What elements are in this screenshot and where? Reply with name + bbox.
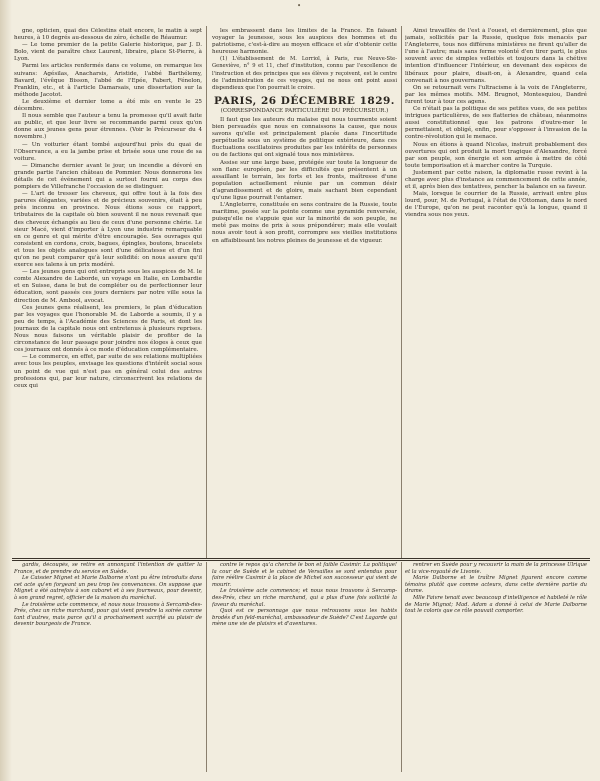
feuilleton-rule (12, 558, 590, 559)
paragraph: Quoi est ce personnage que nous retrouvons sous les habits brodés d'un feld-maréchal, ambassadeur de Suède? C'est Lagarde qui mène une vie de plaisirs et d'aventures. (212, 608, 397, 628)
column-divider (401, 26, 402, 558)
paragraph: Marie Dalborne et le traître Mignet figurent encore comme témoins plutôt que comme acteurs, dans cette dernière partie du drame. (405, 575, 587, 595)
feuilleton-column-3 (405, 562, 587, 772)
paragraph: Il faut que les auteurs du malaise qui nous tourmente soient bien persuadés que nous en connaissons la cause, que nous savons qu'elle est principalement placée dans l'incertitude perpétuelle sous un système de politique extérieure, dans ces fluctuations oscillatoires produites par les intérêts de personnes ou de factions qui ont signalé tous nos ministères. (212, 116, 397, 159)
paragraph: Mais, lorsque le courrier de la Russie, arrivait entre plus lourd, pour, M. de Portugal, à l'état de l'Ottoman, dans le nord de l'Europe, qu'on ne peut raconter qu'à la longue, quand il viendra sous nos yeux. (405, 191, 587, 219)
paragraph: Le Caissier Mignet et Marie Dalborne n'ont pu être introduits dans cet acte qu'en forgeant un peu trop les convenances. On suppose que Mignet a été autrefois à son cabaret et à ses fourneaux, pour devenir, à son grand regret, officier de la maison du maréchal. (14, 575, 202, 601)
paragraph: Mlle Faivre tenait avec beaucoup d'intelligence et habileté le rôle de Marie Mignot; Mad. Adam a donné à celui de Marie Dalborne tout le coloris que ce rôle pouvait comporter. (405, 594, 587, 615)
paragraph: — Dimanche dernier avant le jour, un incendie a dévoré en grande partie l'ancien château de Pommier. Nous donnerons les détails de cet événement qui a surtout fourni au corps des pompiers de Villefranche l'occasion de se distinguer. (14, 162, 202, 191)
column-divider (206, 562, 207, 772)
paragraph: — L'art de tresser les cheveux, qui offre tout à la fois des parures élégantes, variées et de précieux souvenirs, était à peu près inconnu en province. Nous étions sous ce rapport, tributaires de la capitale où bien souvent il ne nous revenait que des cheveux échangés au lieu de ceux d'une personne chérie. Le sieur Macé, vient d'importer à Lyon une industrie remarquable en ce genre et qui mérite d'être encouragée. Ses ouvrages qui consistent en cordons, croix, bagues, épingles, boutons, bracelets et tous les objets analogues sont d'une délicatesse et d'un fini qu'on ne peut comparer qu'à leur solidité: on nous assure qu'il exerce ses talens à un prix modéré. (14, 191, 202, 269)
paragraph: Il nous semble que l'auteur a tenu la promesse qu'il avait faite au public, et que leur livre se recommande parmi ceux qu'on donne aux jeunes gens pour étrennes. (Voir le Précurseur du 4 novembre.) (14, 113, 202, 141)
feuilleton-column-1 (14, 562, 202, 772)
page-fold-shadow (0, 0, 12, 781)
paragraph: L'Angleterre, constituée en sens contraire de la Russie, toute maritime, posée sur la pointe comme une pyramide renversée, puisqu'elle ne s'appuie que sur la minorité de son peuple, ne meté pas moins de prix à sous prépondérer; mais elle voulait nous avoir tout à son profit, corrompre ses vieilles institutions en affaiblissant les notres pleines de jeunesse et de vigueur. (212, 202, 397, 244)
column-3 (405, 28, 587, 558)
paragraph: — Un voiturier étant tombé aujourd'hui près du quai de l'Observance, a eu la jambe prise et brisée sous une roue de sa voiture. (14, 141, 202, 162)
column-2 (212, 28, 397, 558)
footnote: (1) L'établissement de M. Lorriol, à Paris, rue Neuve-Ste-Geneviève, n° 9 et 11, chef d'institution, connu par l'excellence de l'instruction et des principes que ses élèves y reçoivent, est le centre de l'administration de ces voyages, qui ne nous ont point aussi dispendieux que l'on pourrait le croire. (212, 56, 397, 91)
paragraph: gne, opticien, quai des Célestins était encore, le matin à sept heures, à 10 degrés au-dessous de zéro, échelle de Réaumur. (14, 28, 202, 42)
feuilleton-rule (12, 560, 590, 561)
paragraph: — Le tome premier de la petite Galerie historique, par J. D. Bolo, vient de paraître chez Laurent, libraire, place St-Pierre, à Lyon. (14, 42, 202, 63)
paragraph: Ce n'était pas la politique de ses petites vues, de ses petites intrigues particulières, de ses flatteries de château, néanmoins aussi constitutionnel que les patrons d'outre-mer le permettaient, et obligé, enfin, pour s'opposer à l'invasion de la contre-révolution qui le menace. (405, 106, 587, 141)
column-1 (14, 28, 202, 558)
paragraph: Le troisième acte commence; et nous nous trouvons à Sercamp-des-Prés, chez un riche marchand, qui a plus d'une fois sollicité la faveur du maréchal. (212, 588, 397, 608)
column-divider (401, 562, 402, 772)
column-divider (206, 26, 207, 558)
paragraph: Ainsi travaillés de l'est à l'ouest, et dernièrement, plus que jamais, sollicités par la Russie, quelque fois menacés par l'Angleterre, tous nos différens ministères ne firent qu'aller de l'une à l'autre; mais sans ferme volonté d'en tirer parti, le plus souvent avec de simples velleités et toujours dans la chétive intention d'influencer l'intérieur, en devenant des espèces de libéraux pour plaire, disait-on, à Alexandre, quand cela convenait à nos gouvernans. (405, 28, 587, 84)
paragraph: On se retournait vers l'ultracisme à la voix de l'Angleterre, par les mêmes motifs. MM. Brugnot, Montesquiou, Dandré furent tour à tour ces agens. (405, 84, 587, 105)
paragraph: — Le commerce, en effet, par suite de ses relations multipliées avec tous les peuples, envisage les questions d'intérêt social sous un point de vue qui n'est pas en général celui des autres professions qui, par leur nature, circonscrivent les relations de ceux qui (14, 354, 202, 389)
dateline-heading: PARIS, 26 DÉCEMBRE 1829. (214, 94, 395, 107)
paragraph: Ces jeunes gens réalisent, les premiers, le plan d'éducation par les voyages que l'honorable M. de Laborde a soumis, il y a peu de temps, à l'Académie des Sciences de Paris, et dont les journaux de la capitale nous ont entretenus à plusieurs reprises. Nous nous faisons un véritable plaisir de profiter de la circonstance de leur passage pour joindre nos éloges à ceux que ces journaux ont donnés à ce mode d'éducation complémentaire. (14, 304, 202, 354)
paragraph: — Les jeunes gens qui ont entrepris sous les auspices de M. le comte Alexandre de Laborde, un voyage en Italie, en Lombardie et en Suisse, dans le but de compléter ou de perfectionner leur éducation, sont passés ces jours derniers par notre ville sous la direction de M. Ambool, avocat. (14, 269, 202, 304)
paragraph: rentrer en Suède pour y recouvrir la main de la princesse Ulrique et la vice-royauté de Livonie. (405, 562, 587, 575)
paragraph: gardis, découpés, se retire en annonçant l'intention de quitter la France, et de prendre du service en Suède. (14, 562, 202, 575)
paragraph: Le deuxième et dernier tome a été mis en vente le 25 décembre. (14, 98, 202, 113)
dateline-subheading: (CORRESPONDANCE PARTICULIÈRE DU PRÉCURSEUR.) (220, 107, 389, 114)
paragraph: Parmi les articles renfermés dans ce volume, on remarque les suivans: Agésilas, Anacharsis, Aristide, l'abbé Barthélemy, Bavard, l'évêque Bisson, l'abbé de l'Epée, Fabert, Fénelon, Franklin, etc., et à l'article Damarsais, une dissertation sur la méthode Jacotot. (14, 63, 202, 98)
feuilleton-column-2 (212, 562, 397, 772)
paragraph: contre le repos qu'a cherché le bon et faible Casimir. La politique! la cour de Suède et le cabinet de Versailles se sont entendus pour faire réélire Casimir à la place de Michel son successeur qui vient de mourir. (212, 562, 397, 588)
paragraph: Le troisième acte commence, et nous nous trouvons à Sercamb-des-Prés, chez un riche marchand, pour qui vient prendre la soirée comme tant d'autres, mais parce qu'il a prochainement sacrifié au plaisir de devenir bourgeois de France. (14, 601, 202, 628)
page-marker: • (297, 2, 302, 10)
paragraph: Assise sur une large base, protégée sur toute la longueur de son flanc européen, par les difficultés que présentent à un assaillant le terrain, les forts et les fronts, maîtresse d'une population actuellement réunie par un commun désir d'agrandissement et de gloire, mais sachant bien cependant qu'une ligue pourrait l'entamer. (212, 159, 397, 201)
paragraph: Justement par cette raison, la diplomatie russe revint à la charge avec plus d'instance au commencement de cette année, et il, après bien des tentatives, pencher la balance en sa faveur. (405, 169, 587, 191)
paragraph: Nous en étions à quand Nicolas, instruit probablement des ouvertures qui ont produit la mort tragique d'Alexandre, forcé par son peuple, son énergie et son armée à mettre de côté toute temporisation et à marcher contre la Turquie. (405, 141, 587, 169)
paragraph: les embrassent dans les limites de la France. En faisant voyager la jeunesse, sous les auspices des hommes et du patriotisme, c'est-à-dire au moyen efficace et sûr d'obtenir cette heureuse harmonie. (212, 28, 397, 56)
